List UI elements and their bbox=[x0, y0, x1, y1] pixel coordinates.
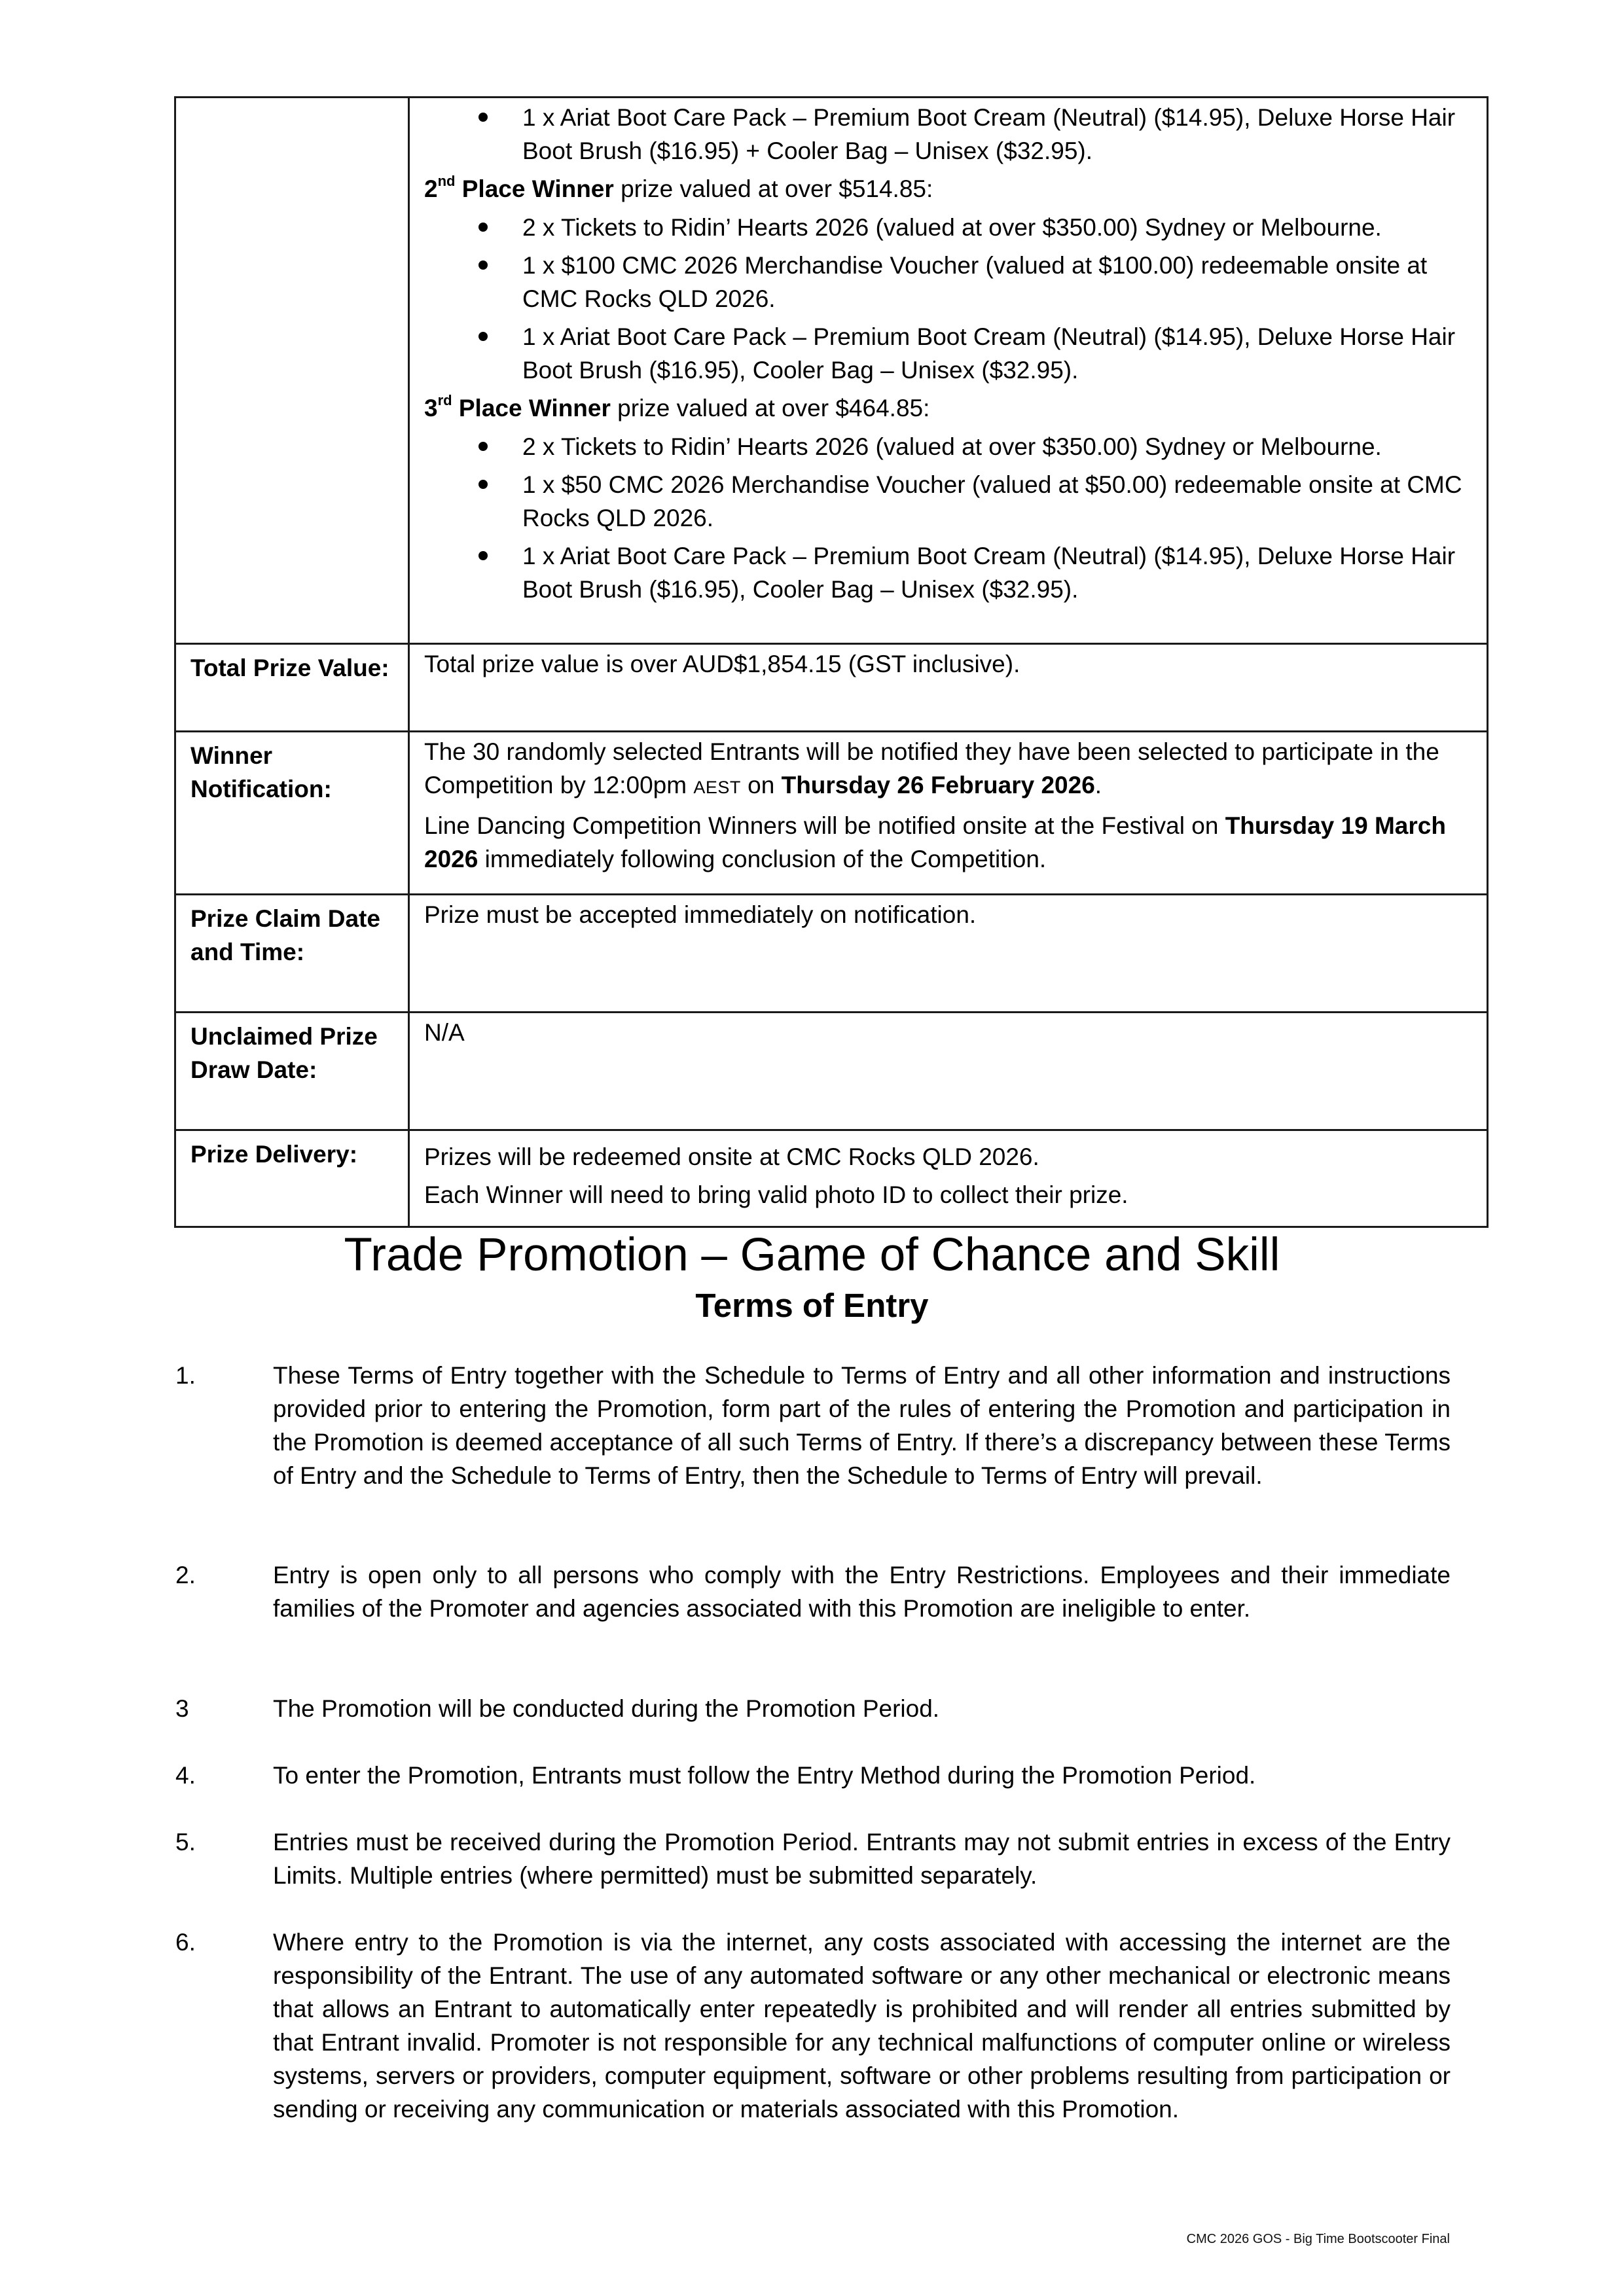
prize-delivery-label: Prize Delivery: bbox=[175, 1130, 409, 1227]
winner-notification-label: Winner Notification: bbox=[175, 732, 409, 895]
term-number: 5. bbox=[175, 1829, 196, 1856]
prizes-value-cell bbox=[409, 98, 1488, 644]
table-row-winner-notification bbox=[175, 732, 1488, 895]
term-number: 4. bbox=[175, 1762, 196, 1789]
table-row-prize-delivery bbox=[175, 1130, 1488, 1227]
list-item: 2 x Tickets to Ridin’ Hearts 2026 (valued at over $350.00) Sydney or Melbourne. bbox=[424, 211, 1473, 244]
term-number: 3 bbox=[175, 1695, 189, 1722]
term-text: Where entry to the Promotion is via the internet, any costs associated with accessing the internet are the responsibility of the Entrant. The use of any automated software or any other mechanical or electronic means that allows an Entrant to automatically enter repeatedly is prohibited and will render all entries submitted by that Entrant invalid. Promoter is not responsible for any technical malfunctions of computer online or wireless systems, servers or providers, computer equipment, software or other problems resulting from participation or sending or receiving any communication or materials associated with this Promotion. bbox=[273, 1929, 1451, 2123]
term-text: Entry is open only to all persons who comply with the Entry Restrictions. Employees and their immediate families of the Promoter and agencies associated with this Promotion are ineligible to enter. bbox=[273, 1562, 1451, 1622]
page-title: Trade Promotion – Game of Chance and Skill bbox=[344, 1229, 1280, 1281]
list-item: 1 x Ariat Boot Care Pack – Premium Boot Cream (Neutral) ($14.95), Deluxe Horse Hair Boot Brush ($16.95) + Cooler Bag – Unisex ($32.95). bbox=[424, 101, 1473, 168]
prize-claim-label: Prize Claim Date and Time: bbox=[175, 895, 409, 1013]
list-item: 1 x $50 CMC 2026 Merchandise Voucher (valued at $50.00) redeemable onsite at CMC Rocks QLD 2026. bbox=[424, 468, 1473, 535]
page-subtitle: Terms of Entry bbox=[695, 1287, 929, 1324]
term-number: 2. bbox=[175, 1562, 196, 1588]
schedule-table bbox=[174, 96, 1489, 1228]
winner-notification-value-cell bbox=[409, 732, 1488, 895]
prize-delivery-paragraph-2: Each Winner will need to bring valid photo ID to collect their prize. bbox=[424, 1181, 1128, 1208]
prize-delivery-value-cell bbox=[409, 1130, 1488, 1227]
bullet-icon bbox=[478, 113, 488, 122]
prizes-label-cell bbox=[175, 98, 409, 644]
bullet-icon bbox=[478, 551, 488, 560]
prize-delivery-paragraph-1: Prizes will be redeemed onsite at CMC Rocks QLD 2026. bbox=[424, 1143, 1039, 1170]
unclaimed-prize-label: Unclaimed Prize Draw Date: bbox=[175, 1013, 409, 1130]
list-item: 1 x $100 CMC 2026 Merchandise Voucher (valued at $100.00) redeemable onsite at CMC Rocks QLD 2026. bbox=[424, 249, 1473, 315]
winner-notification-paragraph-2: Line Dancing Competition Winners will be notified onsite at the Festival on Thursday 19 March 2026 immediately following conclusion of the Competition. bbox=[424, 812, 1446, 872]
term-item-6 bbox=[175, 1926, 1451, 2126]
total-prize-value-cell bbox=[409, 644, 1488, 732]
bullet-icon bbox=[478, 260, 488, 270]
list-item: 1 x Ariat Boot Care Pack – Premium Boot Cream (Neutral) ($14.95), Deluxe Horse Hair Boot Brush ($16.95), Cooler Bag – Unisex ($32.95). bbox=[424, 320, 1473, 387]
second-place-heading: 2nd Place Winner prize valued at over $514.85: bbox=[424, 172, 933, 202]
unclaimed-prize-value: N/A bbox=[424, 1019, 465, 1046]
prize-claim-value: Prize must be accepted immediately on notification. bbox=[424, 901, 977, 928]
term-item-2 bbox=[175, 1558, 1451, 1625]
third-place-list bbox=[424, 430, 1473, 606]
term-text: To enter the Promotion, Entrants must follow the Entry Method during the Promotion Period. bbox=[273, 1762, 1256, 1789]
term-item-4 bbox=[175, 1759, 1451, 1792]
term-text: Entries must be received during the Promotion Period. Entrants may not submit entries in excess of the Entry Limits. Multiple entries (where permitted) must be submitted separately. bbox=[273, 1829, 1451, 1889]
first-place-tail-list bbox=[424, 101, 1473, 168]
list-item: 2 x Tickets to Ridin’ Hearts 2026 (valued at over $350.00) Sydney or Melbourne. bbox=[424, 430, 1473, 463]
table-row-unclaimed-prize bbox=[175, 1013, 1488, 1130]
table-row-total-prize bbox=[175, 644, 1488, 732]
winner-notification-paragraph-1: The 30 randomly selected Entrants will be notified they have been selected to participate in the Competition by 12:00pm AEST on Thursday 26 February 2026. bbox=[424, 738, 1439, 798]
second-place-list bbox=[424, 211, 1473, 387]
term-item-5 bbox=[175, 1825, 1451, 1892]
term-item-1 bbox=[175, 1359, 1451, 1492]
term-text: These Terms of Entry together with the Schedule to Terms of Entry and all other information and instructions provided prior to entering the Promotion, form part of the rules of entering the Promotion and participation in the Promotion is deemed acceptance of all such Terms of Entry. If there’s a discrepancy between these Terms of Entry and the Schedule to Terms of Entry, then the Schedule to Terms of Entry will prevail. bbox=[273, 1362, 1451, 1489]
bullet-icon bbox=[478, 332, 488, 341]
total-prize-label: Total Prize Value: bbox=[175, 644, 409, 732]
bullet-icon bbox=[478, 442, 488, 451]
list-item: 1 x Ariat Boot Care Pack – Premium Boot Cream (Neutral) ($14.95), Deluxe Horse Hair Boot Brush ($16.95), Cooler Bag – Unisex ($32.95). bbox=[424, 539, 1473, 606]
term-text: The Promotion will be conducted during the Promotion Period. bbox=[273, 1695, 940, 1722]
bullet-icon bbox=[478, 480, 488, 489]
prize-claim-value-cell bbox=[409, 895, 1488, 1013]
page-footer: CMC 2026 GOS - Big Time Bootscooter Final bbox=[1186, 2232, 1450, 2246]
term-number: 1. bbox=[175, 1362, 196, 1389]
third-place-heading: 3rd Place Winner prize valued at over $464.85: bbox=[424, 391, 930, 422]
table-row-prize-claim bbox=[175, 895, 1488, 1013]
total-prize-value: Total prize value is over AUD$1,854.15 (GST inclusive). bbox=[424, 651, 1020, 677]
term-number: 6. bbox=[175, 1929, 196, 1956]
term-item-3 bbox=[175, 1692, 1451, 1725]
unclaimed-prize-value-cell bbox=[409, 1013, 1488, 1130]
bullet-icon bbox=[478, 223, 488, 232]
table-row-prizes bbox=[175, 98, 1488, 644]
